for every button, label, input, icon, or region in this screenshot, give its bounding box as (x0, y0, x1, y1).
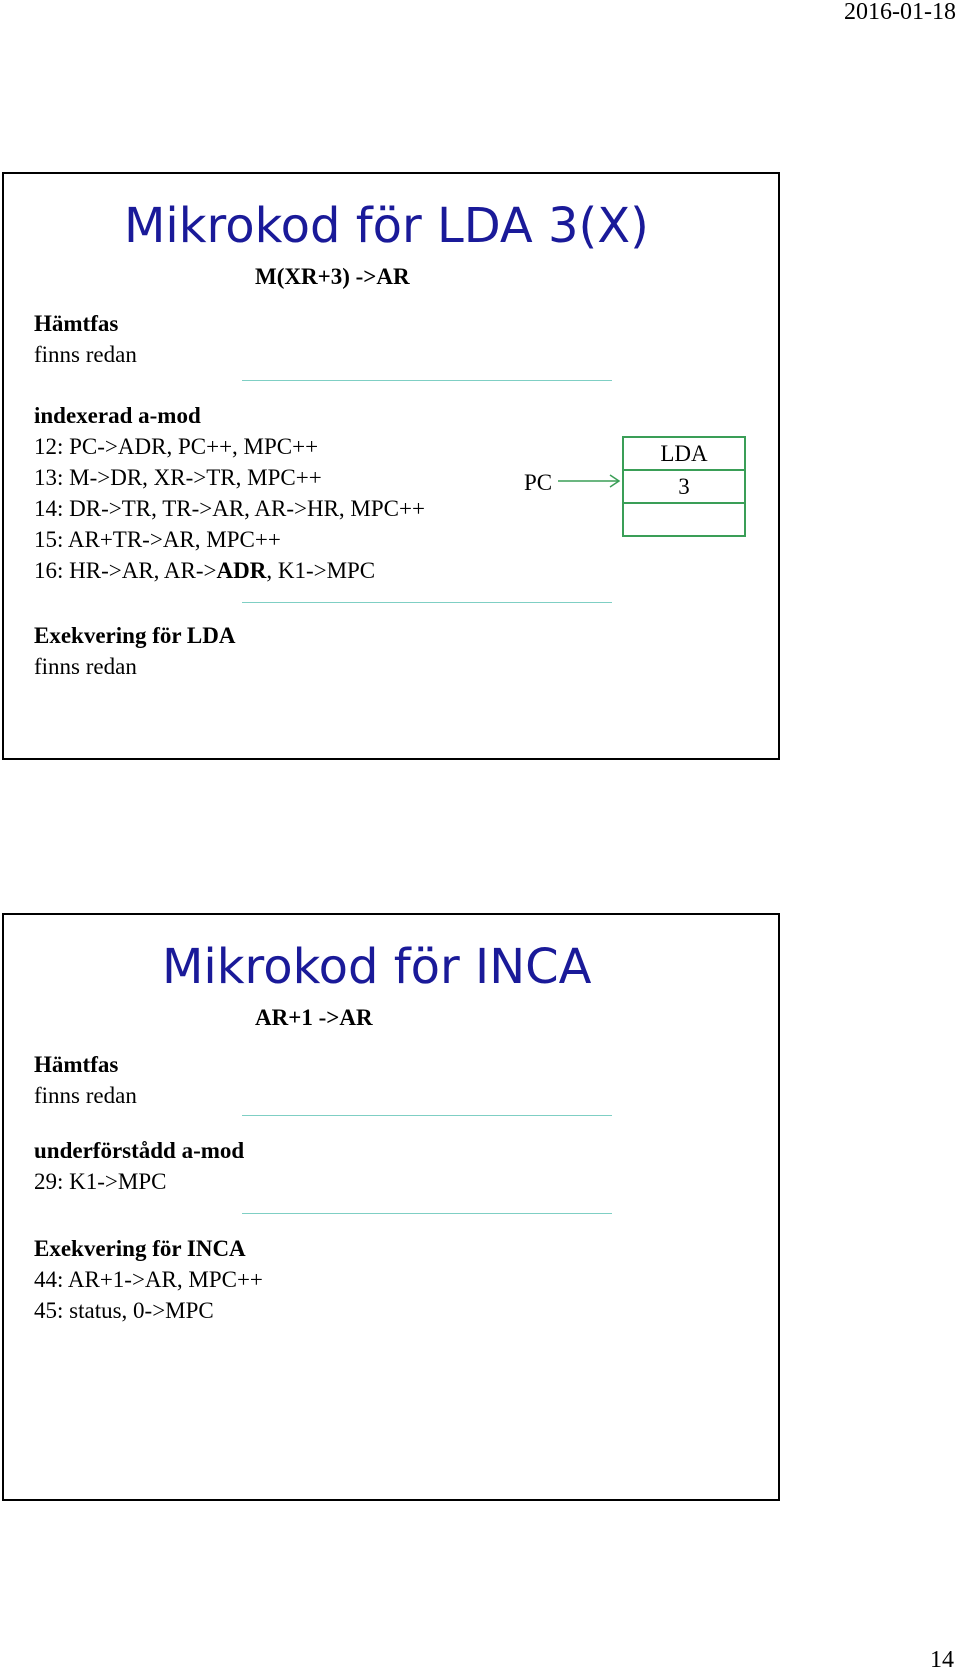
memory-cell (624, 502, 744, 535)
fetch-phase-heading: Hämtfas (34, 311, 119, 336)
pc-arrow-icon (558, 470, 622, 492)
microcode-line: 13: M->DR, XR->TR, MPC++ (34, 465, 322, 490)
microcode-line: 14: DR->TR, TR->AR, AR->HR, MPC++ (34, 496, 425, 521)
microcode-line-bold: ADR (216, 558, 267, 583)
microcode-line: 12: PC->ADR, PC++, MPC++ (34, 434, 319, 459)
address-mode-heading: underförstådd a-mod (34, 1138, 245, 1163)
fetch-phase-heading: Hämtfas (34, 1052, 119, 1077)
divider (242, 380, 612, 381)
slide-title: Mikrokod för LDA 3(X) (124, 198, 649, 254)
divider (242, 602, 612, 603)
divider (242, 1115, 612, 1116)
address-mode-section (34, 400, 425, 586)
microcode-line: 15: AR+TR->AR, MPC++ (34, 527, 281, 552)
memory-cell: 3 (624, 469, 744, 502)
execute-phase-section (34, 620, 235, 682)
slide-title: Mikrokod för INCA (162, 939, 592, 995)
microcode-line-end: , K1->MPC (266, 558, 376, 583)
header-date: 2016-01-18 (844, 0, 956, 25)
execute-phase-text: finns redan (34, 654, 137, 679)
slide-subtitle: M(XR+3) ->AR (255, 264, 410, 289)
microcode-line (34, 555, 425, 586)
slide-inca (2, 913, 780, 1501)
divider (242, 1213, 612, 1214)
execute-phase-heading: Exekvering för LDA (34, 623, 236, 648)
slide-subtitle: AR+1 ->AR (255, 1005, 373, 1030)
microcode-line: 29: K1->MPC (34, 1169, 167, 1194)
address-mode-heading: indexerad a-mod (34, 403, 201, 428)
microcode-line: 44: AR+1->AR, MPC++ (34, 1267, 263, 1292)
slide-lda (2, 172, 780, 760)
address-mode-section (34, 1135, 244, 1197)
fetch-phase-section (34, 308, 137, 370)
fetch-phase-text: finns redan (34, 1083, 137, 1108)
execute-phase-section (34, 1233, 263, 1326)
memory-cell: LDA (660, 441, 708, 466)
fetch-phase-text: finns redan (34, 342, 137, 367)
memory-table (622, 436, 746, 537)
microcode-line: 45: status, 0->MPC (34, 1298, 214, 1323)
fetch-phase-section (34, 1049, 137, 1111)
pc-label: PC (524, 470, 553, 495)
page-number: 14 (930, 1647, 954, 1673)
execute-phase-heading: Exekvering för INCA (34, 1236, 246, 1261)
microcode-line-start: 16: HR->AR, AR-> (34, 558, 217, 583)
